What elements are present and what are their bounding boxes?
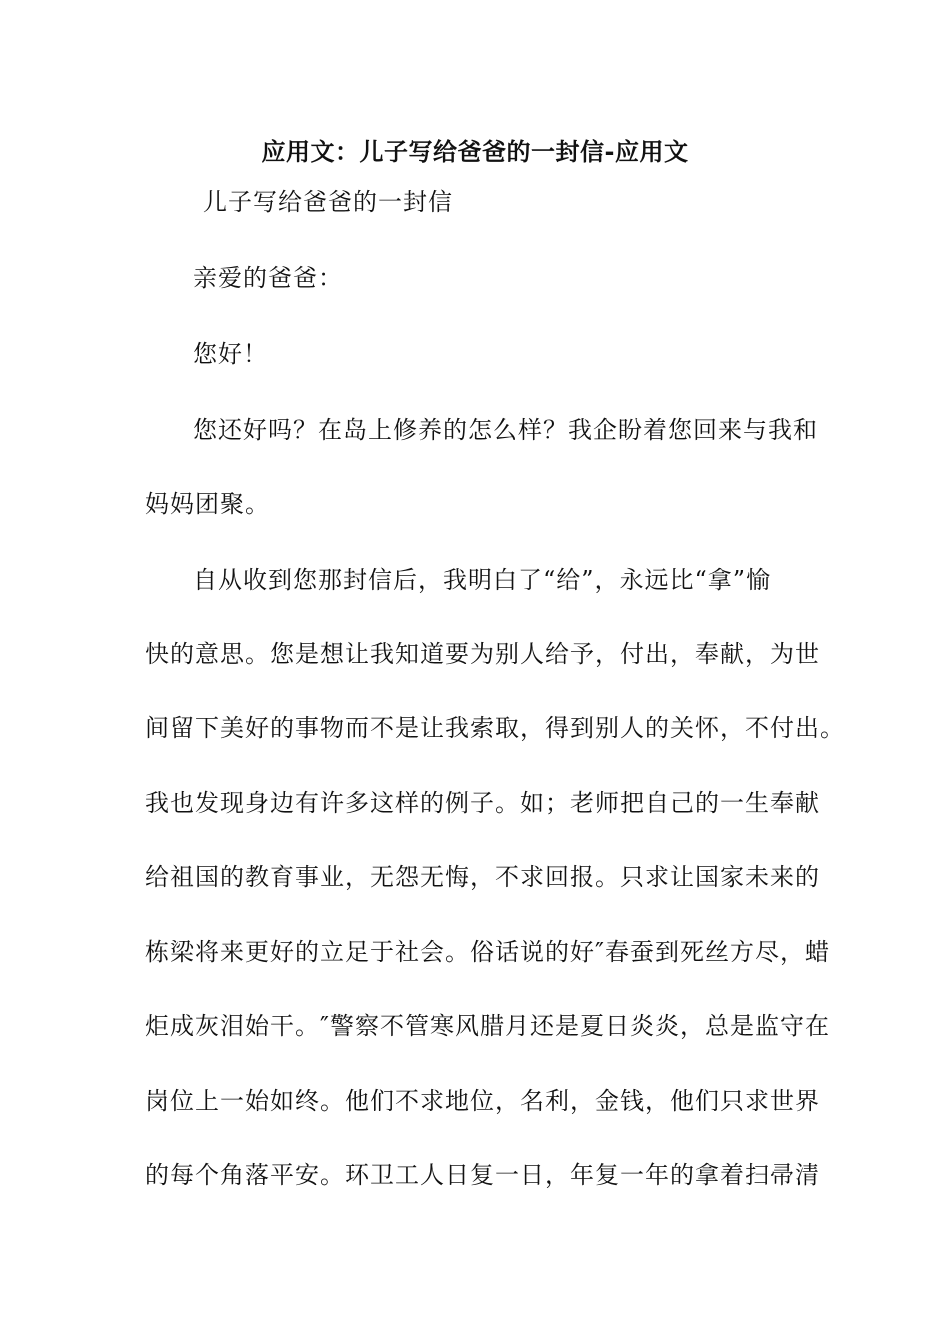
letter-subtitle: 儿子写给爸爸的一封信: [203, 188, 453, 216]
paragraph-line: 我也发现身边有许多这样的例子。如；老师把自己的一生奉献: [145, 789, 820, 817]
paragraph-line: 栋梁将来更好的立足于社会。俗话说的好″春蚕到死丝方尽，蜡: [145, 938, 830, 966]
paragraph-line: 您还好吗？在岛上修养的怎么样？我企盼着您回来与我和: [193, 416, 818, 444]
paragraph-line: 快的意思。您是想让我知道要为别人给予，付出，奉献，为世: [145, 640, 820, 668]
paragraph-line: 间留下美好的事物而不是让我索取，得到别人的关怀，不付出。: [145, 714, 845, 742]
paragraph-line: 炬成灰泪始干。″警察不管寒风腊月还是夏日炎炎，总是监守在: [145, 1012, 830, 1040]
letter-greeting: 您好！: [193, 340, 268, 368]
paragraph-line: 的每个角落平安。环卫工人日复一日，年复一年的拿着扫帚清: [145, 1161, 820, 1189]
document-title: 应用文：儿子写给爸爸的一封信-应用文: [261, 138, 689, 166]
paragraph-line: 自从收到您那封信后，我明白了“给”，永远比“拿”愉: [193, 566, 772, 594]
paragraph-line: 给祖国的教育事业，无怨无悔，不求回报。只求让国家未来的: [145, 863, 820, 891]
paragraph-line: 妈妈团聚。: [145, 490, 270, 518]
paragraph-line: 岗位上一始如终。他们不求地位，名利，金钱，他们只求世界: [145, 1087, 820, 1115]
letter-salutation: 亲爱的爸爸：: [193, 264, 343, 292]
